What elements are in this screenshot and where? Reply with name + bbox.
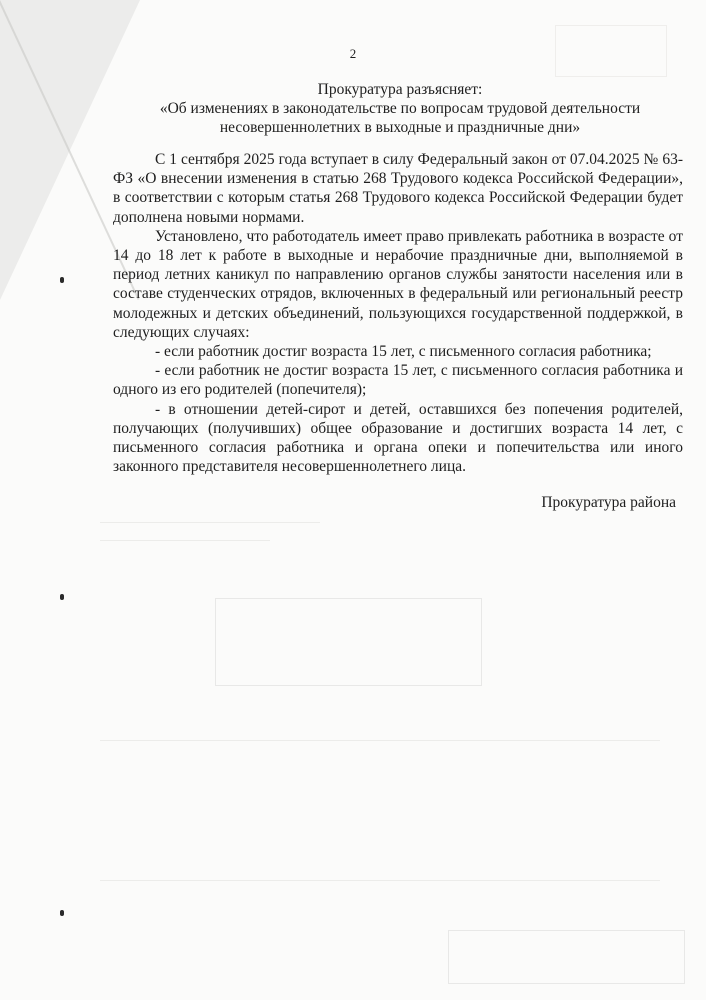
- list-item-under-15: - если работник не достиг возраста 15 лет, с письменного согласия работника и одного из его родителей (попечителя);: [113, 362, 683, 399]
- paragraph-employer-right: Установлено, что работодатель имеет право привлекать работника в возрасте от 14 до 18 лет к работе в выходные и нерабочие праздничные дни, выполняемой в период летних каникул по направлению органов службы занятости населения или в составе студенческих отрядов, включенных в федеральный или региональный реестр молодежных и детских объединений, пользующихся государственной поддержкой, в следующих случаях:: [113, 227, 683, 341]
- document-body: [113, 150, 683, 476]
- heading-title: Прокуратура разъясняет:: [317, 81, 483, 98]
- margin-mark: [60, 277, 64, 283]
- margin-mark: [60, 910, 64, 916]
- page-number: 2: [349, 46, 357, 61]
- heading-subtitle-line-2: несовершеннолетних в выходные и праздничные дни»: [219, 119, 581, 136]
- bleed-through-line: [100, 522, 320, 523]
- bleed-through-stamp-box: [215, 598, 482, 686]
- heading-subtitle-line-1: «Об изменениях в законодательстве по вопросам трудовой деятельности: [159, 100, 641, 117]
- margin-mark: [60, 594, 64, 600]
- bleed-through-line: [100, 540, 270, 541]
- signature: Прокуратура района: [541, 494, 676, 511]
- list-item-age-15-plus: - если работник достиг возраста 15 лет, с письменного согласия работника;: [155, 343, 652, 361]
- list-item-orphans: - в отношении детей-сирот и детей, оставшихся без попечения родителей, получающих (получивших) общее образование и достигших возраста 14 лет, с письменного согласия работника и органа опеки и попечительства или иного законного представителя несовершеннолетнего лица.: [113, 400, 683, 476]
- paragraph-law-intro: С 1 сентября 2025 года вступает в силу Федеральный закон от 07.04.2025 № 63-ФЗ «О внесении изменения в статью 268 Трудового кодекса Российской Федерации», в соответствии с которым статья 268 Трудового кодекса Российской Федерации будет дополнена новыми нормами.: [113, 151, 683, 226]
- bleed-through-line: [100, 740, 660, 741]
- bleed-through-line: [100, 880, 660, 881]
- bleed-through-box-right: [448, 930, 685, 984]
